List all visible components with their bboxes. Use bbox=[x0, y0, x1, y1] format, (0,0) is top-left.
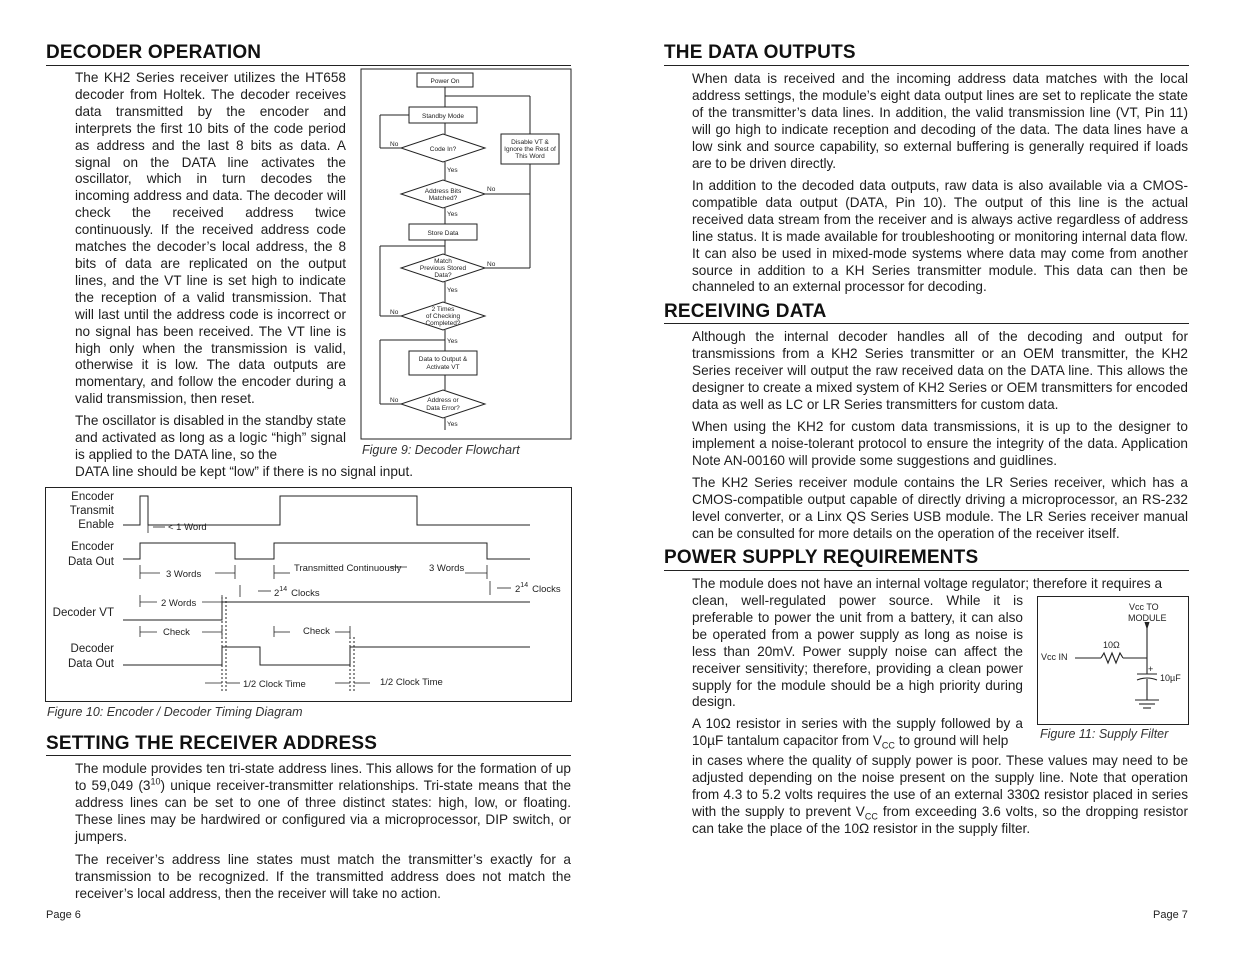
check-label: Check bbox=[303, 626, 330, 637]
decoder-operation-heading: DECODER OPERATION bbox=[46, 42, 262, 63]
flowchart-disable-label: Ignore the Rest of bbox=[504, 146, 556, 153]
data-outputs-heading: THE DATA OUTPUTS bbox=[664, 42, 856, 63]
setting-address-heading: SETTING THE RECEIVER ADDRESS bbox=[46, 733, 378, 754]
power-paragraph-2: A 10Ω resistor in series with the supply followed by a 10µF tantalum capacitor from $V_{CC}$ to ground will help bbox=[692, 716, 1023, 751]
decoder-data-out-trace bbox=[123, 647, 530, 665]
encoder-data-out-trace bbox=[123, 543, 530, 559]
half-clock-label: 1/2 Clock Time bbox=[243, 679, 306, 690]
plus-label: + bbox=[1148, 664, 1154, 674]
decoder-paragraph-1: The KH2 Series receiver utilizes the HT658 decoder from Holtek. The decoder receives data transmitted by the encoder and interprets the first 10 bits of the code period as address and the last 8 bits as data. A signal on the DATA line activates the oscillator, which in turn decodes the incoming address and data. The decoder will check the received address twice continuously. If the received address code matches the decoder’s local address, the 8 bits of data are replicated on the output lines, and the VT line is set high to indicate the reception of a valid transmission. That will last until the address code is incorrect or no signal has been received. The VT line is high only when the transmission is valid, otherwise it is low. The data outputs are momentary, and follow the encoder during a valid transmission, then reset. bbox=[75, 70, 346, 407]
timing-label: Data Out bbox=[67, 658, 114, 670]
power-paragraph-1: clean, well-regulated power source. While it is preferable to power the unit from a battery, it can also be operated from a power supply as long as noise is less than 20mV. Power supply noise can affect the receiver sensitivity; therefore, providing a clean power supply for the module should be a high priority during design. bbox=[692, 593, 1023, 710]
flowchart-address-label: Address Bits bbox=[424, 188, 462, 195]
flowchart-yes-label: Yes bbox=[447, 421, 458, 428]
outputs-paragraph-1: When data is received and the incoming address data matches with the local address settings, the module’s eight data output lines are set to replicate the state of the transmitter’s data lines. In addition, the valid transmission line (VT, Pin 11) will go high to indicate reception and decoding of the data. The data lines have a low sink and source capability, so external buffering is generally required if loads are to be driven directly. bbox=[692, 71, 1188, 171]
decoder-flowchart bbox=[360, 68, 573, 441]
encoder-transmit-enable-trace bbox=[123, 496, 530, 525]
flowchart-output-label: Data to Output & bbox=[418, 356, 468, 363]
flowchart-match-label: Match bbox=[434, 258, 452, 265]
timing-label: Enable bbox=[78, 519, 114, 531]
flowchart-disable-label: Disable VT & bbox=[511, 139, 549, 146]
two-words-label: 2 Words bbox=[161, 598, 197, 609]
module-label: MODULE bbox=[1128, 613, 1167, 623]
power-supply-heading: POWER SUPPLY REQUIREMENTS bbox=[664, 547, 979, 568]
flowchart-error-label: Data Error? bbox=[426, 405, 460, 412]
heading-rule bbox=[664, 570, 1189, 571]
heading-rule bbox=[46, 65, 571, 66]
page-number-right: Page 7 bbox=[1153, 909, 1188, 921]
flowchart-no-label: No bbox=[390, 309, 399, 316]
decoder-paragraph-2-end: DATA line should be kept “low” if there is no signal input. bbox=[75, 464, 414, 479]
flowchart-no-label: No bbox=[487, 186, 496, 193]
flowchart-frame bbox=[361, 69, 571, 439]
flowchart-standby-label: Standby Mode bbox=[422, 113, 464, 120]
flowchart-match-label: Previous Stored bbox=[419, 265, 467, 272]
flowchart-output-label: Activate VT bbox=[426, 364, 460, 371]
address-paragraph-1: The module provides ten tri-state address lines. This allows for the formation of up to 59,049 $(3^{10})$ unique receiver-transmitter relationships. Tri-state means that the address lines can be set to one of three distinct states: high, low, or floating. These lines may be hardwired or configured via a microprocessor, DIP switch, or jumpers. bbox=[75, 761, 571, 844]
supply-filter-schematic bbox=[1037, 596, 1189, 726]
flowchart-yes-label: Yes bbox=[447, 338, 458, 345]
resistor-symbol bbox=[1101, 653, 1123, 663]
half-clock-label: 1/2 Clock Time bbox=[380, 677, 443, 688]
vcc-in-label: Vcc IN bbox=[1041, 652, 1068, 662]
receiving-data-heading: RECEIVING DATA bbox=[664, 301, 827, 322]
flowchart-error-label: Address or bbox=[427, 397, 459, 404]
flowchart-store-label: Store Data bbox=[427, 230, 459, 237]
heading-rule bbox=[46, 755, 571, 756]
flowchart-output-box bbox=[409, 351, 477, 375]
flowchart-address-label: Matched? bbox=[428, 195, 458, 202]
flowchart-yes-label: Yes bbox=[447, 287, 458, 294]
flowchart-no-label: No bbox=[390, 141, 399, 148]
timing-label: Encoder bbox=[71, 491, 114, 503]
flowchart-match-label: Data? bbox=[434, 272, 452, 279]
receiving-paragraph-3: The KH2 Series receiver module contains the LR Series receiver, which has a CMOS-compatible output capable of directly driving a microprocessor, an RS-232 level converter, or a Linx QS Series USB module. The LR Series receiver manual can be consulted for more details on the operation of the receiver itself. bbox=[692, 475, 1188, 541]
flowchart-no-label: No bbox=[487, 261, 496, 268]
capacitor-label: 10µF bbox=[1160, 673, 1181, 683]
flowchart-yes-label: Yes bbox=[447, 211, 458, 218]
clocks-label: $2^{14}$ Clocks bbox=[274, 586, 320, 599]
flowchart-disable-label: This Word bbox=[515, 153, 545, 160]
heading-rule bbox=[664, 65, 1189, 66]
check-label: Check bbox=[163, 627, 190, 638]
three-words-label: 3 Words bbox=[166, 569, 202, 580]
flowchart-power-on-label: Power On bbox=[430, 78, 460, 85]
page-number-left: Page 6 bbox=[46, 909, 81, 921]
resistor-label: 10Ω bbox=[1103, 640, 1120, 650]
address-paragraph-2: The receiver’s address line states must match the transmitter’s exactly for a transmission to be recognized. If the transmitted address does not match the receiver’s local address, then the receiver will take no action. bbox=[75, 852, 571, 901]
receiving-paragraph-1: Although the internal decoder handles all of the decoding and output for transmissions from a KH2 Series transmitter or an OEM transmitter, the KH2 Series receiver will output the raw received data on the DATA line. This allows the designer to create a mixed system of KH2 Series or OEM transmitters for encoded data as well as LC or LR Series transmitters for custom data. bbox=[692, 329, 1188, 412]
timing-label: Data Out bbox=[67, 556, 114, 568]
timing-label: Transmit bbox=[69, 505, 114, 517]
timing-label: Encoder bbox=[71, 541, 114, 553]
figure-9-caption: Figure 9: Decoder Flowchart bbox=[362, 443, 520, 457]
outputs-paragraph-2: In addition to the decoded data outputs, raw data is also available via a CMOS-compatible data output (DATA, Pin 10). The output of this line is the actual received data stream from the receiver and is always active regardless of address line status. It is made available for troubleshooting or monitoring internal data flow. It can also be used in mixed-mode systems where data may come from another source in addition to a KH Series transmitter module. This data can then be channeled to an external processor for decoding. bbox=[692, 178, 1188, 295]
figure-11-caption: Figure 11: Supply Filter bbox=[1040, 727, 1169, 741]
timing-label: Decoder VT bbox=[52, 607, 114, 619]
flowchart-twice-label: of Checking bbox=[425, 313, 461, 320]
timing-label: Decoder bbox=[70, 643, 114, 655]
heading-rule bbox=[664, 323, 1189, 324]
receiving-paragraph-2: When using the KH2 for custom data transmissions, it is up to the designer to implement a noise-tolerant protocol to ensure the integrity of the data. Application Note AN-00160 will provide some suggestions and guidlines. bbox=[692, 419, 1188, 468]
lt-word-label: < 1 Word bbox=[168, 522, 207, 533]
power-paragraph-3: in cases where the quality of supply power is poor. These values may need to be adjusted depending on the noise present on the supply line. Note that operation from 4.3 to 5.2 volts requires the use of an external 330Ω resistor placed in series with the supply to prevent $V_{CC}$ from exceeding 3.6 volts, so the dropping resistor can take the place of the 10Ω resistor in the supply filter. bbox=[692, 753, 1188, 836]
flowchart-twice-label: Completed? bbox=[425, 320, 461, 327]
flowchart-no-label: No bbox=[390, 397, 399, 404]
clocks-label: $2^{14}$ Clocks bbox=[515, 582, 561, 595]
flowchart-twice-label: 2 Times bbox=[431, 306, 455, 313]
timing-diagram bbox=[45, 487, 572, 703]
decoder-paragraph-2: The oscillator is disabled in the standby state and activated as long as a logic “high” signal is applied to the DATA line, so the bbox=[75, 413, 346, 462]
vcc-to-label: Vcc TO bbox=[1129, 602, 1159, 612]
trans-cont-label: Transmitted Continuously bbox=[294, 563, 402, 574]
flowchart-error-diamond bbox=[401, 390, 485, 418]
three-words-label: 3 Words bbox=[429, 563, 465, 574]
flowchart-yes-label: Yes bbox=[447, 167, 458, 174]
flowchart-code-in-label: Code In? bbox=[429, 146, 457, 153]
power-paragraph-1-first-line: The module does not have an internal voltage regulator; therefore it requires a bbox=[692, 576, 1163, 591]
figure-10-caption: Figure 10: Encoder / Decoder Timing Diagram bbox=[47, 705, 303, 719]
